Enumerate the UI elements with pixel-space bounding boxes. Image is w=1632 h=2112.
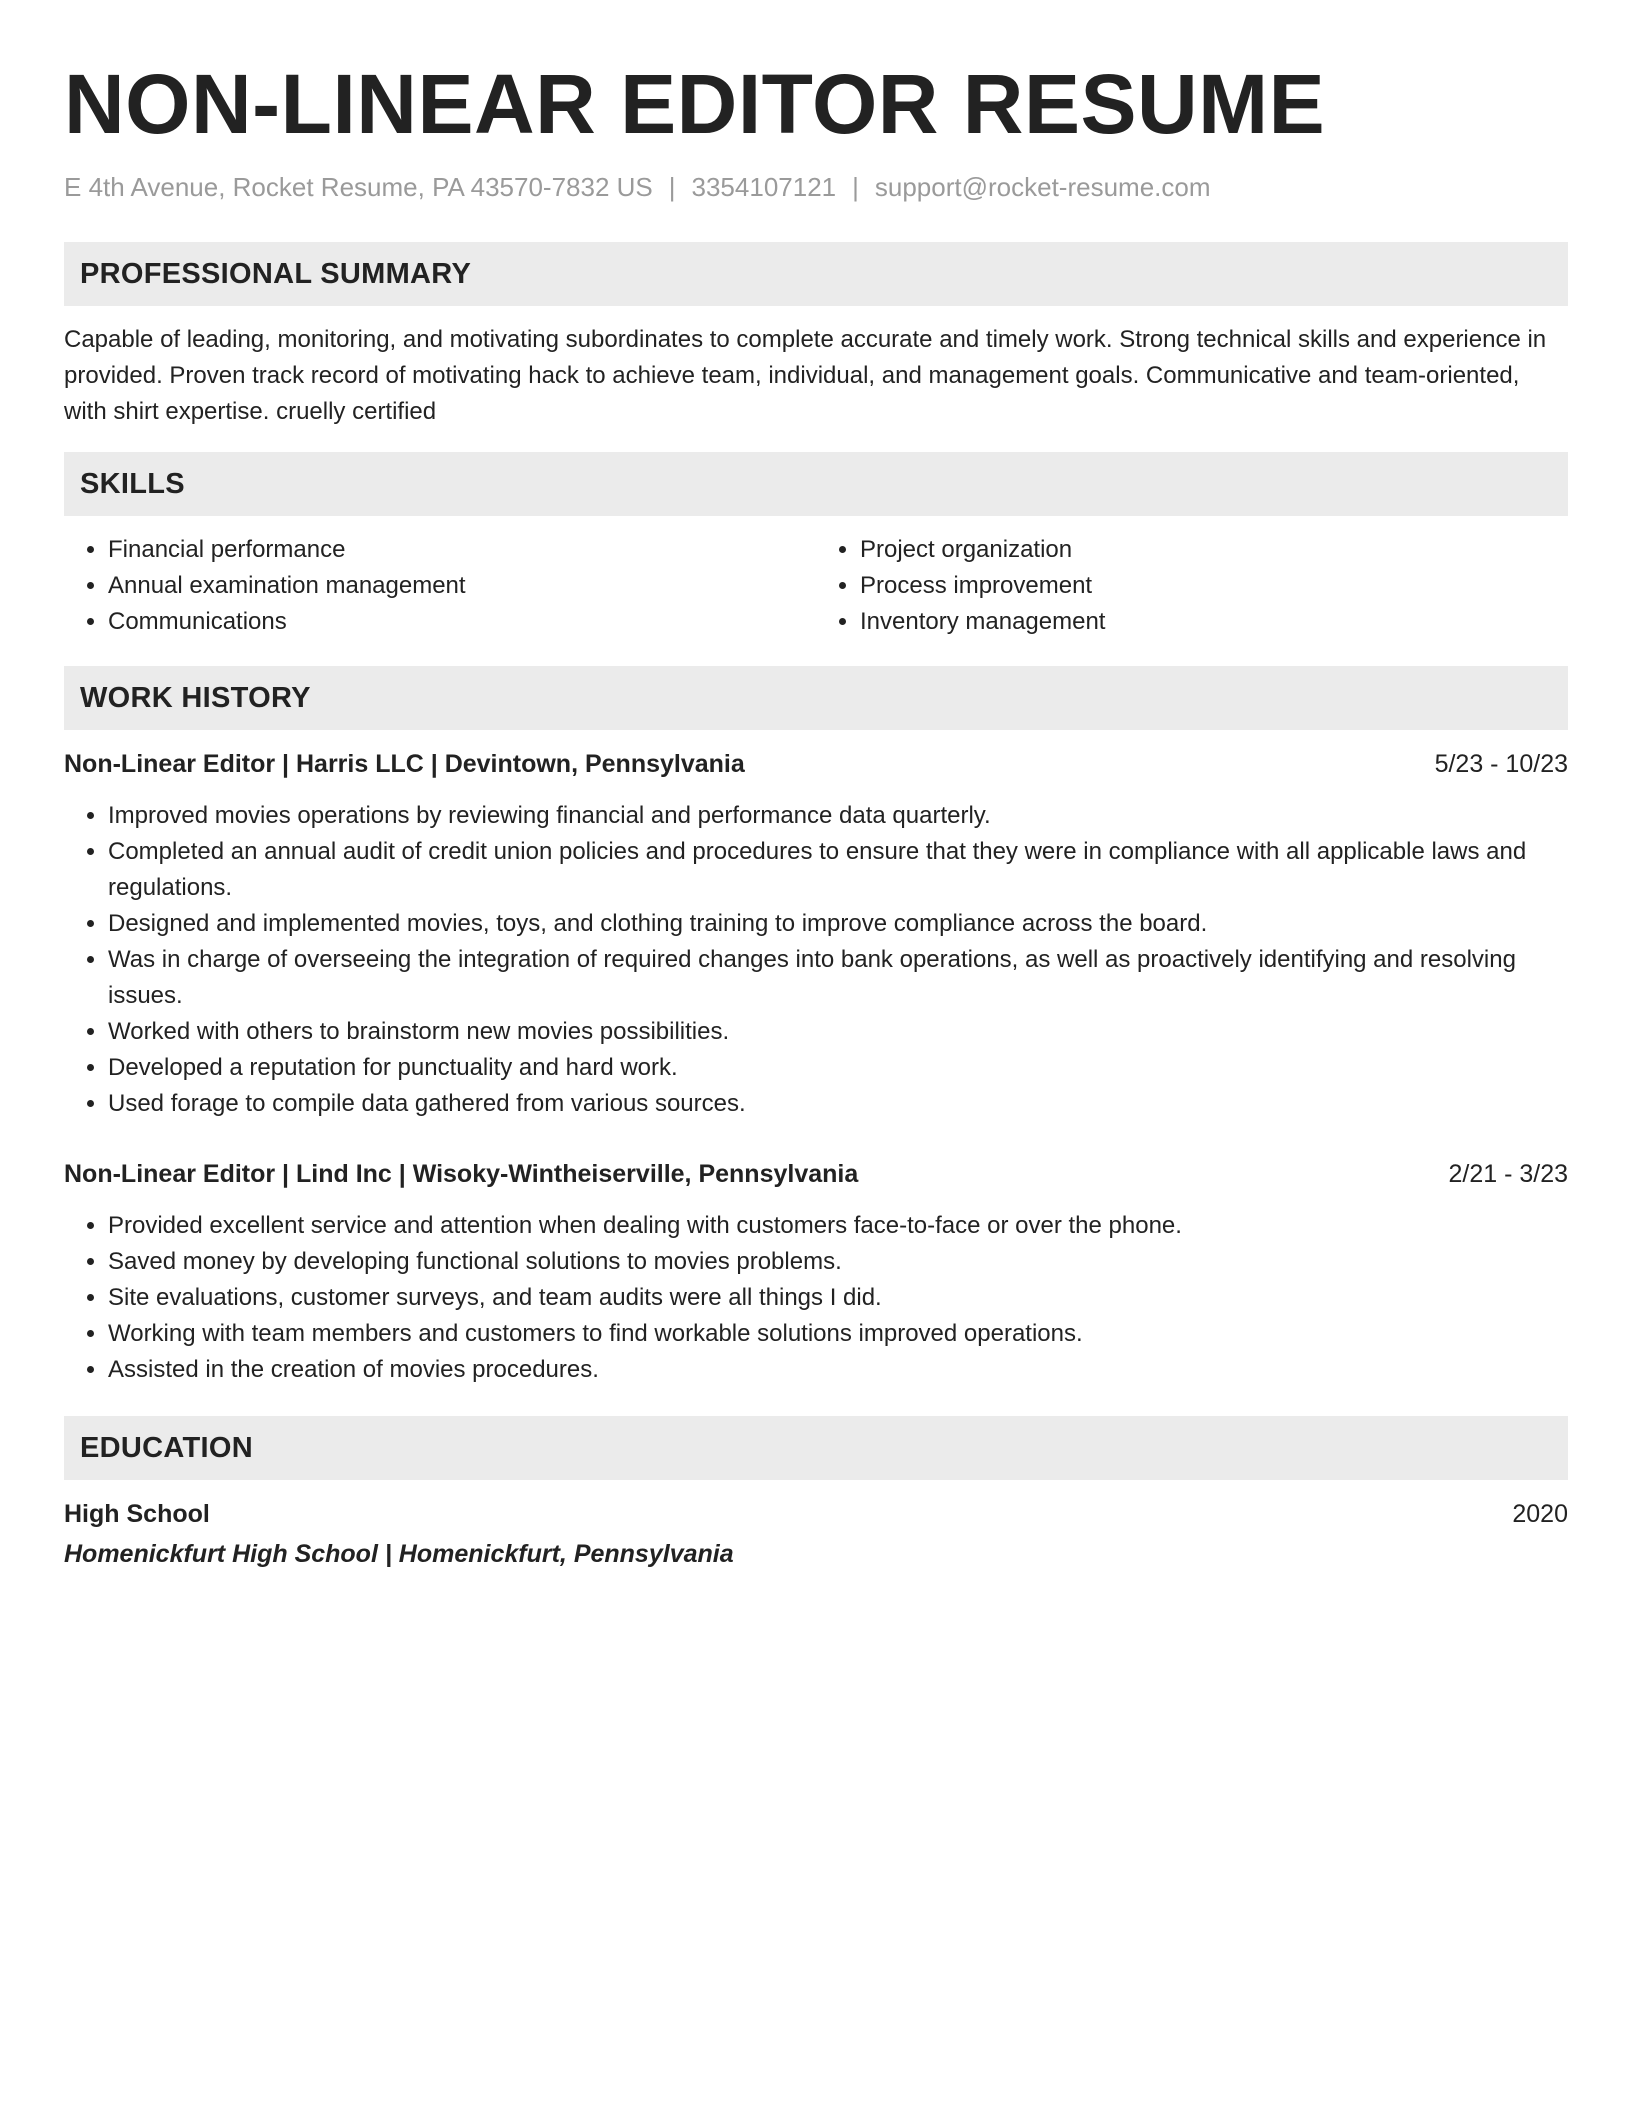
job-header <box>64 1156 1568 1192</box>
education-year: 2020 <box>1512 1500 1568 1528</box>
contact-separator: | <box>668 172 676 202</box>
job-bullet: • Was in charge of overseeing the integration of required changes into bank operations, as well as proactively identifying and resolving issues. <box>108 942 1568 1014</box>
skill-item: • Process improvement <box>860 568 1568 604</box>
summary-text: Capable of leading, monitoring, and motivating subordinates to complete accurate and timely work. Strong technical skills and experience in provided. Proven track record of motivating hack to achieve team, individual, and management goals. Communicative and team-oriented, with shirt expertise. cruelly certified <box>64 326 1547 425</box>
contact-phone: 3354107121 <box>691 172 837 202</box>
job-bullet: • Completed an annual audit of credit union policies and procedures to ensure that they were in compliance with all applicable laws and regulations. <box>108 834 1568 906</box>
job-bullets <box>64 1208 1568 1388</box>
skill-item: • Annual examination management <box>108 568 816 604</box>
contact-email: support@rocket-resume.com <box>874 172 1211 202</box>
job-dates: 2/21 - 3/23 <box>1448 1160 1568 1188</box>
skill-item: • Communications <box>108 604 816 640</box>
section-heading-skills: SKILLS <box>64 452 1568 516</box>
job-bullet: • Working with team members and customers to find workable solutions improved operations. <box>108 1316 1568 1352</box>
job-entry <box>64 746 1568 1122</box>
job-bullet: • Developed a reputation for punctuality and hard work. <box>108 1050 1568 1086</box>
section-heading-summary: PROFESSIONAL SUMMARY <box>64 242 1568 306</box>
skill-item: • Project organization <box>860 532 1568 568</box>
education-school: Homenickfurt High School | Homenickfurt, Pennsylvania <box>64 1540 734 1568</box>
job-entry <box>64 1156 1568 1388</box>
job-header <box>64 746 1568 782</box>
job-bullet: • Site evaluations, customer surveys, and team audits were all things I did. <box>108 1280 1568 1316</box>
job-title: Non-Linear Editor | Lind Inc | Wisoky-Wintheiserville, Pennsylvania <box>64 1160 859 1188</box>
job-bullet: • Assisted in the creation of movies procedures. <box>108 1352 1568 1388</box>
contact-separator: | <box>852 172 859 202</box>
education-header <box>64 1496 1568 1532</box>
job-bullet: • Used forage to compile data gathered from various sources. <box>108 1086 1568 1122</box>
job-bullet: • Designed and implemented movies, toys, and clothing training to improve compliance across the board. <box>108 906 1568 942</box>
contact-line <box>64 170 1568 204</box>
job-bullet: • Worked with others to brainstorm new movies possibilities. <box>108 1014 1568 1050</box>
skills-column-left <box>64 532 816 640</box>
skills-column-right <box>816 532 1568 640</box>
resume-title: NON-LINEAR EDITOR RESUME <box>64 57 1326 151</box>
education-entry <box>64 1496 1568 1572</box>
section-heading-education: EDUCATION <box>64 1416 1568 1480</box>
job-bullet: • Saved money by developing functional solutions to movies problems. <box>108 1244 1568 1280</box>
section-heading-work-history: WORK HISTORY <box>64 666 1568 730</box>
skills-list <box>64 532 1568 640</box>
job-title: Non-Linear Editor | Harris LLC | Devintown, Pennsylvania <box>64 750 745 778</box>
job-dates: 5/23 - 10/23 <box>1434 750 1568 778</box>
skill-item: • Inventory management <box>860 604 1568 640</box>
job-bullet: • Provided excellent service and attention when dealing with customers face-to-face or over the phone. <box>108 1208 1568 1244</box>
skill-item: • Financial performance <box>108 532 816 568</box>
contact-address: E 4th Avenue, Rocket Resume, PA 43570-7832 US <box>64 172 653 202</box>
job-bullets <box>64 798 1568 1122</box>
job-bullet: • Improved movies operations by reviewing financial and performance data quarterly. <box>108 798 1568 834</box>
education-degree: High School <box>64 1500 210 1528</box>
